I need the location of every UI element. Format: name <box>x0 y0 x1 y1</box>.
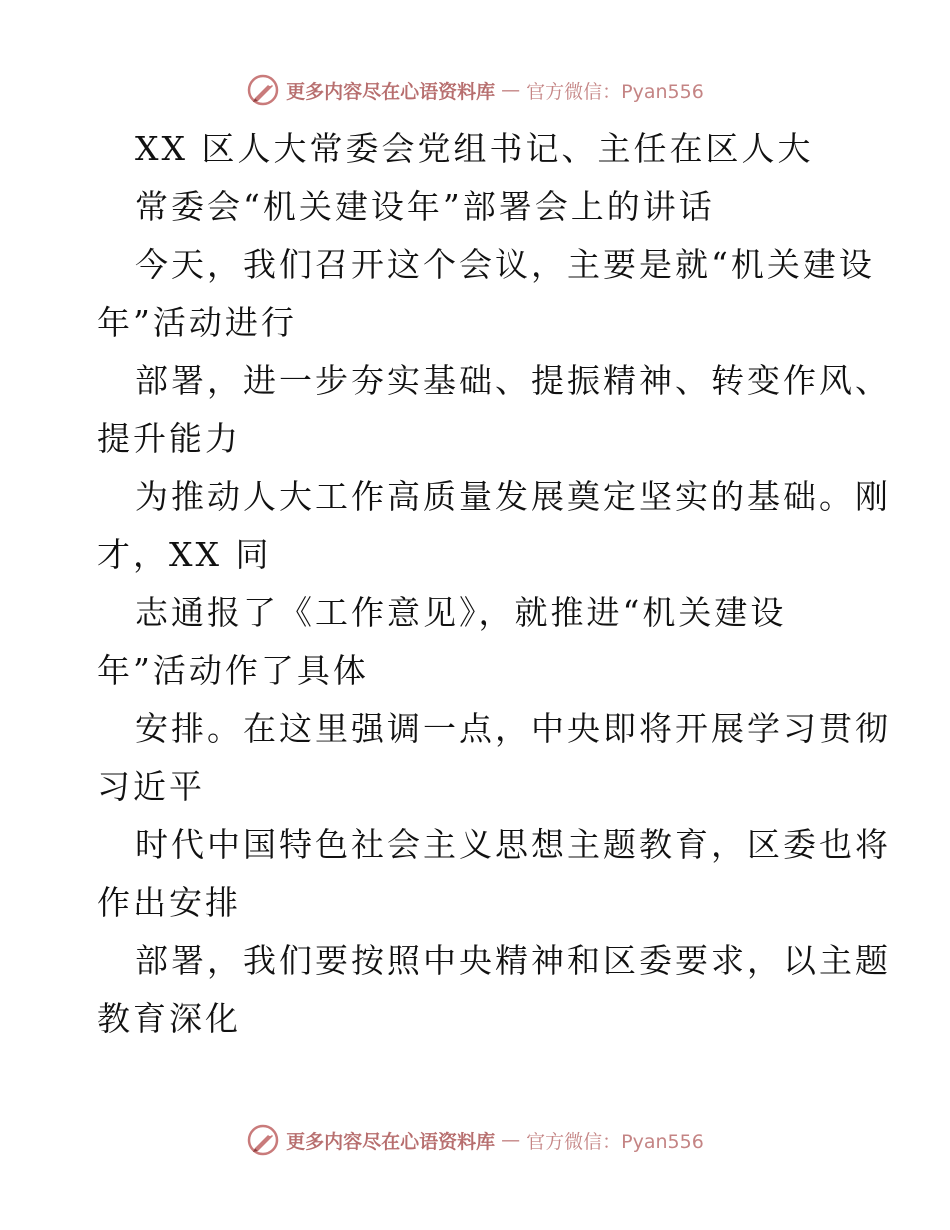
title-line-2: 常委会“机关建设年”部署会上的讲话 <box>135 187 715 226</box>
title-line-1: XX 区人大常委会党组书记、主任在区人大 <box>135 129 814 168</box>
body-line: 教育深化 <box>97 999 241 1038</box>
watermark-banner-top <box>0 70 950 110</box>
body-line: 提升能力 <box>97 419 241 458</box>
body-line: 安排。在这里强调一点，中央即将开展学习贯彻 <box>135 709 891 748</box>
watermark-main-text: 更多内容尽在心语资料库 <box>286 80 496 103</box>
body-line: 志通报了《工作意见》，就推进“机关建设 <box>135 593 787 632</box>
body-line: 今天，我们召开这个会议，主要是就“机关建设 <box>135 245 875 284</box>
body-line: 年”活动作了具体 <box>97 651 369 690</box>
watermark-suffix-text: 官方微信：Pyan556 <box>526 80 704 103</box>
body-line: 才，XX 同 <box>97 535 272 574</box>
body-line: 时代中国特色社会主义思想主题教育，区委也将 <box>135 825 891 864</box>
watermark-main-text: 更多内容尽在心语资料库 <box>286 1130 496 1153</box>
body-line: 为推动人大工作高质量发展奠定坚实的基础。刚 <box>135 477 891 516</box>
watermark-dash: — <box>501 1129 521 1151</box>
body-line: 年”活动进行 <box>97 303 297 342</box>
pen-logo-icon <box>246 73 280 107</box>
body-line: 部署，进一步夯实基础、提振精神、转变作风、 <box>135 361 891 400</box>
body-line: 作出安排 <box>97 883 241 922</box>
body-line: 部署，我们要按照中央精神和区委要求，以主题 <box>135 941 891 980</box>
watermark-dash: — <box>501 79 521 101</box>
pen-logo-icon <box>246 1123 280 1157</box>
watermark-banner-bottom <box>0 1120 950 1160</box>
document-content <box>97 120 891 1048</box>
watermark-suffix-text: 官方微信：Pyan556 <box>526 1130 704 1153</box>
body-line: 习近平 <box>97 767 205 806</box>
